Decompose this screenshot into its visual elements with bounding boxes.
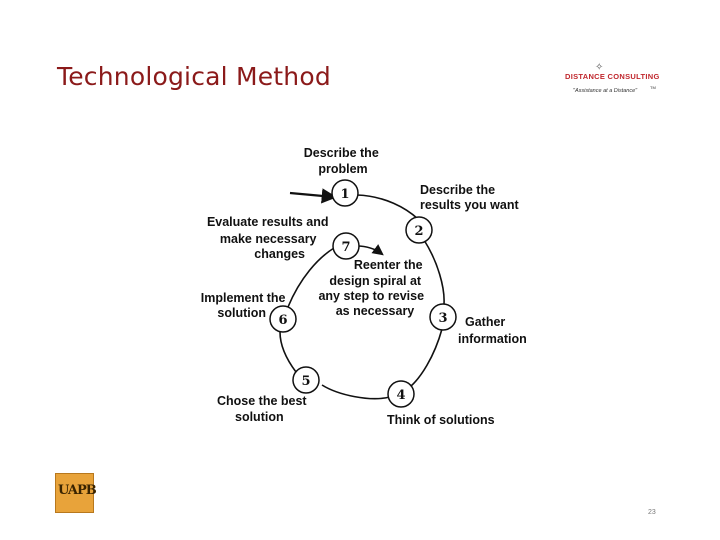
- step-6-number: 6: [278, 313, 288, 328]
- step-2: [406, 217, 432, 243]
- logo-tagline: "Assistance at a Distance": [573, 88, 638, 94]
- page-number: 23: [648, 509, 656, 516]
- logo-name: DISTANCE CONSULTING: [565, 72, 660, 81]
- slide-title: Technological Method: [57, 62, 331, 91]
- center-label: Reenter the design spiral at any step to revise as necessary: [318, 258, 425, 318]
- step-5-label: Chose the best solution: [217, 394, 307, 424]
- step-1-number: 1: [340, 187, 350, 202]
- star-icon: ✧: [595, 62, 604, 73]
- loop-arc-5-6: [280, 332, 296, 372]
- step-6-label: Implement the solution: [200, 291, 286, 320]
- step-6: [270, 306, 296, 332]
- step-3-number: 3: [438, 311, 448, 326]
- step-7-number: 7: [341, 240, 351, 255]
- step-1: [332, 180, 358, 206]
- logo-trademark: TM: [650, 85, 656, 90]
- loop-arc-3-4: [411, 329, 442, 386]
- step-5: [293, 367, 319, 393]
- step-4-label: Think of solutions: [387, 413, 495, 427]
- step-7-label: Evaluate results and make necessary changes: [206, 215, 329, 261]
- step-5-number: 5: [301, 374, 311, 389]
- step-3-label: Gather information: [458, 315, 527, 346]
- loop-arc-1-2: [357, 195, 418, 219]
- step-4-number: 4: [396, 388, 406, 403]
- reenter-arrow: [357, 246, 382, 254]
- step-1-label: Describe the problem: [303, 146, 379, 176]
- step-4: [388, 381, 414, 407]
- step-2-number: 2: [414, 224, 424, 239]
- step-7: [333, 233, 359, 259]
- uapb-logo-text: UAPB: [58, 483, 96, 498]
- uapb-logo: [55, 473, 94, 513]
- step-2-label: Describe the results you want: [420, 183, 519, 212]
- loop-arc-4-5: [322, 385, 390, 399]
- step-3: [430, 304, 456, 330]
- entry-arrow: [290, 193, 334, 197]
